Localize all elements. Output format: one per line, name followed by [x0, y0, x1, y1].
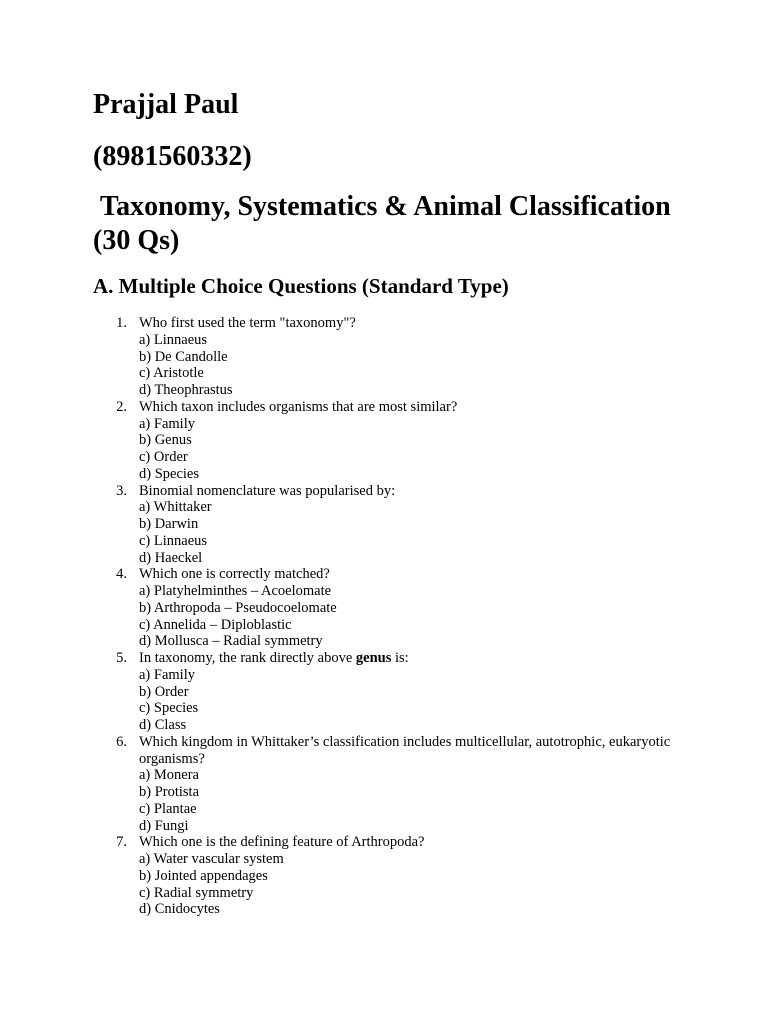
question-item	[93, 834, 693, 918]
option-b: b) Darwin	[139, 516, 199, 532]
question-number: 2.	[116, 398, 127, 415]
option-b: b) Order	[139, 683, 189, 700]
question-item	[93, 315, 693, 399]
option-c: c) Order	[139, 449, 188, 465]
question-text-part: In taxonomy, the rank directly above	[139, 650, 356, 666]
option-c: c) Plantae	[139, 800, 197, 817]
question-item	[93, 399, 693, 483]
question-text: Which taxon includes organisms that are most similar?	[139, 398, 458, 415]
option-a: a) Family	[139, 666, 195, 683]
question-number: 7.	[116, 834, 127, 851]
option-b: b) Arthropoda – Pseudocoelomate	[139, 599, 337, 616]
author-phone: (8981560332)	[93, 141, 252, 172]
option-c: c) Species	[139, 700, 199, 717]
option-d: d) Mollusca – Radial symmetry	[139, 633, 323, 650]
option-c: c) Linnaeus	[139, 532, 208, 549]
question-item	[93, 483, 693, 567]
question-number: 6.	[116, 733, 127, 750]
option-b: b) De Candolle	[139, 348, 228, 365]
option-c: c) Aristotle	[139, 365, 204, 382]
document-title: Taxonomy, Systematics & Animal Classification (30 Qs)	[93, 191, 678, 256]
option-c: c) Annelida – Diploblastic	[139, 616, 292, 633]
question-text	[139, 650, 693, 667]
option-d: d) Class	[139, 717, 187, 733]
question-item	[93, 650, 693, 734]
option-d: d) Cnidocytes	[139, 901, 220, 918]
question-number: 4.	[116, 566, 127, 583]
question-number: 5.	[116, 650, 127, 666]
option-a: a) Water vascular system	[139, 851, 284, 867]
option-b: b) Protista	[139, 784, 200, 800]
option-d: d) Haeckel	[139, 549, 203, 566]
question-number: 1.	[116, 315, 127, 331]
option-a: a) Monera	[139, 767, 199, 784]
option-d: d) Species	[139, 465, 199, 482]
question-text-part: is:	[391, 650, 409, 666]
option-b: b) Genus	[139, 432, 192, 449]
question-text: Which one is correctly matched?	[139, 566, 330, 583]
option-a: a) Whittaker	[139, 499, 212, 516]
option-d: d) Theophrastus	[139, 382, 233, 398]
question-item	[93, 734, 693, 835]
option-a: a) Linnaeus	[139, 331, 208, 348]
question-text: Who first used the term "taxonomy"?	[139, 315, 356, 331]
section-heading: A. Multiple Choice Questions (Standard Type)	[93, 274, 509, 298]
question-list	[93, 315, 693, 918]
question-number: 3.	[116, 482, 127, 499]
question-text: Which kingdom in Whittaker’s classification includes multicellular, autotrophic, eukaryotic organisms?	[139, 733, 671, 767]
author-name: Prajjal Paul	[93, 89, 239, 120]
option-a: a) Platyhelminthes – Acoelomate	[139, 583, 332, 599]
question-text: Which one is the defining feature of Arthropoda?	[139, 834, 425, 851]
option-a: a) Family	[139, 415, 195, 432]
question-item	[93, 566, 693, 650]
question-text-emphasis: genus	[355, 650, 392, 666]
option-b: b) Jointed appendages	[139, 867, 268, 884]
option-d: d) Fungi	[139, 817, 189, 834]
question-text: Binomial nomenclature was popularised by:	[139, 482, 396, 499]
option-c: c) Radial symmetry	[139, 884, 254, 901]
